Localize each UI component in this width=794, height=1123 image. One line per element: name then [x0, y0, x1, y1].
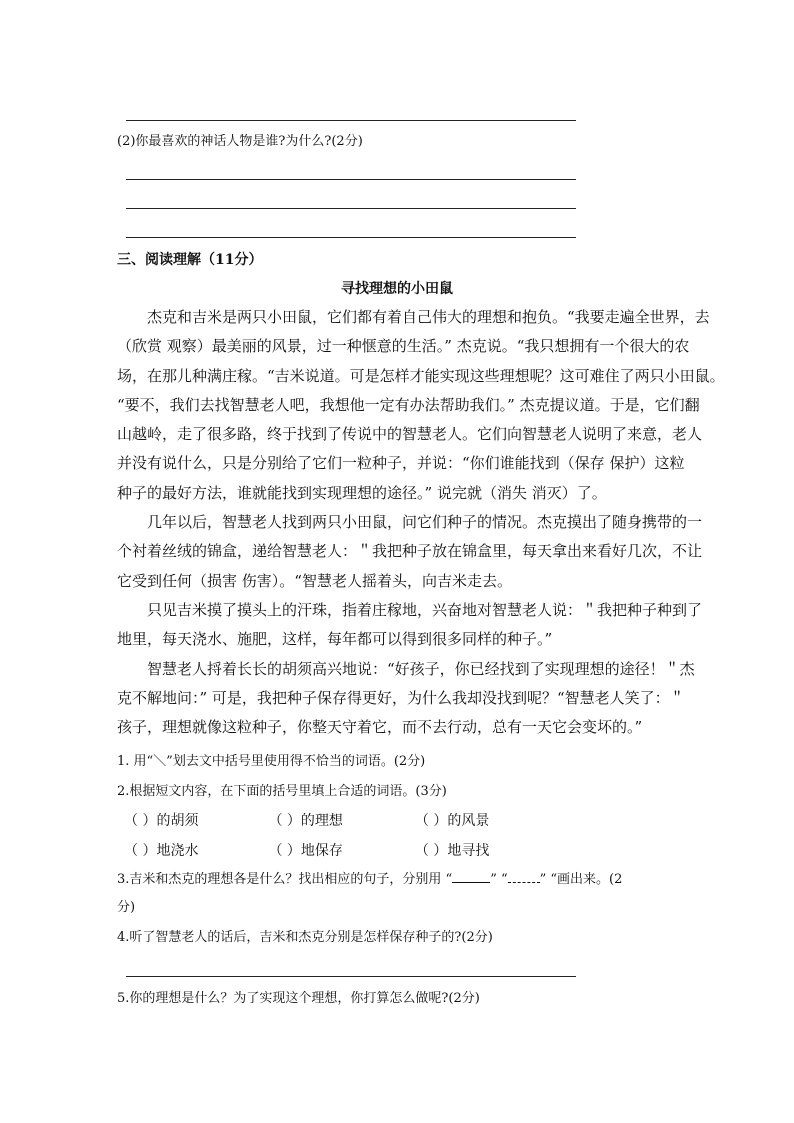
fill-blank-row-2 [124, 841, 489, 861]
fill-blank[interactable]: （ ）的理想 [268, 813, 343, 829]
story-line: 个衬着丝绒的锦盒，递给智慧老人：＂我把种子放在锦盒里，每天拿出来看好几次，不让 [117, 542, 703, 561]
story-line: 智慧老人捋着长长的胡须高兴地说：“好孩子，你已经找到了实现理想的途径！＂杰 [147, 659, 695, 678]
story-line: 山越岭，走了很多路，终于找到了传说中的智慧老人。它们向智慧老人说明了来意，老人 [117, 425, 703, 444]
story-line: 孩子，理想就像这粒种子，你整天守着它，而不去行动，总有一天它会变坏的。” [117, 718, 643, 737]
answer-line [126, 208, 576, 209]
answer-line [126, 976, 576, 977]
question-2-myth-character: (2)你最喜欢的神话人物是谁?为什么?(2分) [117, 134, 363, 149]
story-title: 寻找理想的小田鼠 [341, 281, 453, 297]
story-line: 它受到任何（损害 伤害）。“智慧老人摇着头，向吉米走去。 [117, 571, 512, 590]
story-line: 种子的最好方法，谁就能找到实现理想的途径。” 说完就（消失 消灭）了。 [117, 483, 607, 502]
question-4: 4.听了智慧老人的话后，吉米和杰克分别是怎样保存种子的?(2分) [117, 930, 493, 945]
fill-blank[interactable]: （ ）的胡须 [124, 813, 199, 829]
story-line: “要不，我们去找智慧老人吧，我想他一定有办法帮助我们。” 杰克提议道。于是，它们翻 [117, 395, 700, 414]
fill-blank[interactable]: （ ）地保存 [268, 843, 343, 859]
question-3-end: ” “画出来。(2 [539, 872, 623, 887]
fill-blank[interactable]: （ ）的风景 [414, 813, 490, 829]
question-3-cont: 分) [117, 900, 136, 915]
answer-line [126, 120, 576, 121]
story-line: 只见吉米摸了摸头上的汗珠，指着庄稼地，兴奋地对智慧老人说：＂我把种子种到了 [147, 600, 703, 619]
question-5: 5.你的理想是什么？为了实现这个理想，你打算怎么做呢?(2分) [117, 991, 480, 1006]
story-line: （欣赏 观察）最美丽的风景，过一种惬意的生活。” 杰克说。“我只想拥有一个很大的农 [117, 337, 690, 356]
story-text [117, 303, 725, 742]
story-line: 克不解地问：” 可是，我把种子保存得更好，为什么我却没找到呢？“智慧老人笑了：＂ [117, 688, 685, 707]
story-line: 地里，每天浇水、施肥，这样，每年都可以得到很多同样的种子。” [117, 630, 553, 649]
fill-blank[interactable]: （ ）地寻找 [414, 843, 490, 859]
story-line: 杰克和吉米是两只小田鼠，它们都有着自己伟大的理想和抱负。“我要走遍全世界，去 [147, 308, 710, 326]
fill-blank[interactable]: （ ）地浇水 [124, 843, 199, 859]
story-line: 并没有说什么，只是分别给了它们一粒种子，并说：“你们谁能找到（保存 保护）这粒 [117, 454, 685, 473]
story-line: 几年以后，智慧老人找到两只小田鼠，问它们种子的情况。杰克摸出了随身携带的一 [147, 513, 703, 532]
question-3 [117, 870, 622, 890]
answer-line [126, 179, 576, 180]
question-1: 1. 用“＼”划去文中括号里使用得不恰当的词语。(2分) [117, 754, 426, 769]
fill-blank-row-1 [124, 811, 489, 831]
wavy-underline-sample [508, 870, 540, 883]
solid-underline-sample [452, 870, 490, 883]
question-3-text: 3.吉米和杰克的理想各是什么？找出相应的句子，分别用 “ [117, 872, 453, 887]
section-heading-reading: 三、阅读理解（11分） [117, 252, 263, 268]
question-2: 2.根据短文内容，在下面的括号里填上合适的词语。(3分) [117, 784, 447, 799]
story-line: 场，在那儿种满庄稼。“吉米说道。可是怎样才能实现这些理想呢？这可难住了两只小田鼠。 [117, 366, 725, 385]
question-3-sep: ” “ [490, 872, 508, 887]
answer-line [126, 237, 576, 238]
